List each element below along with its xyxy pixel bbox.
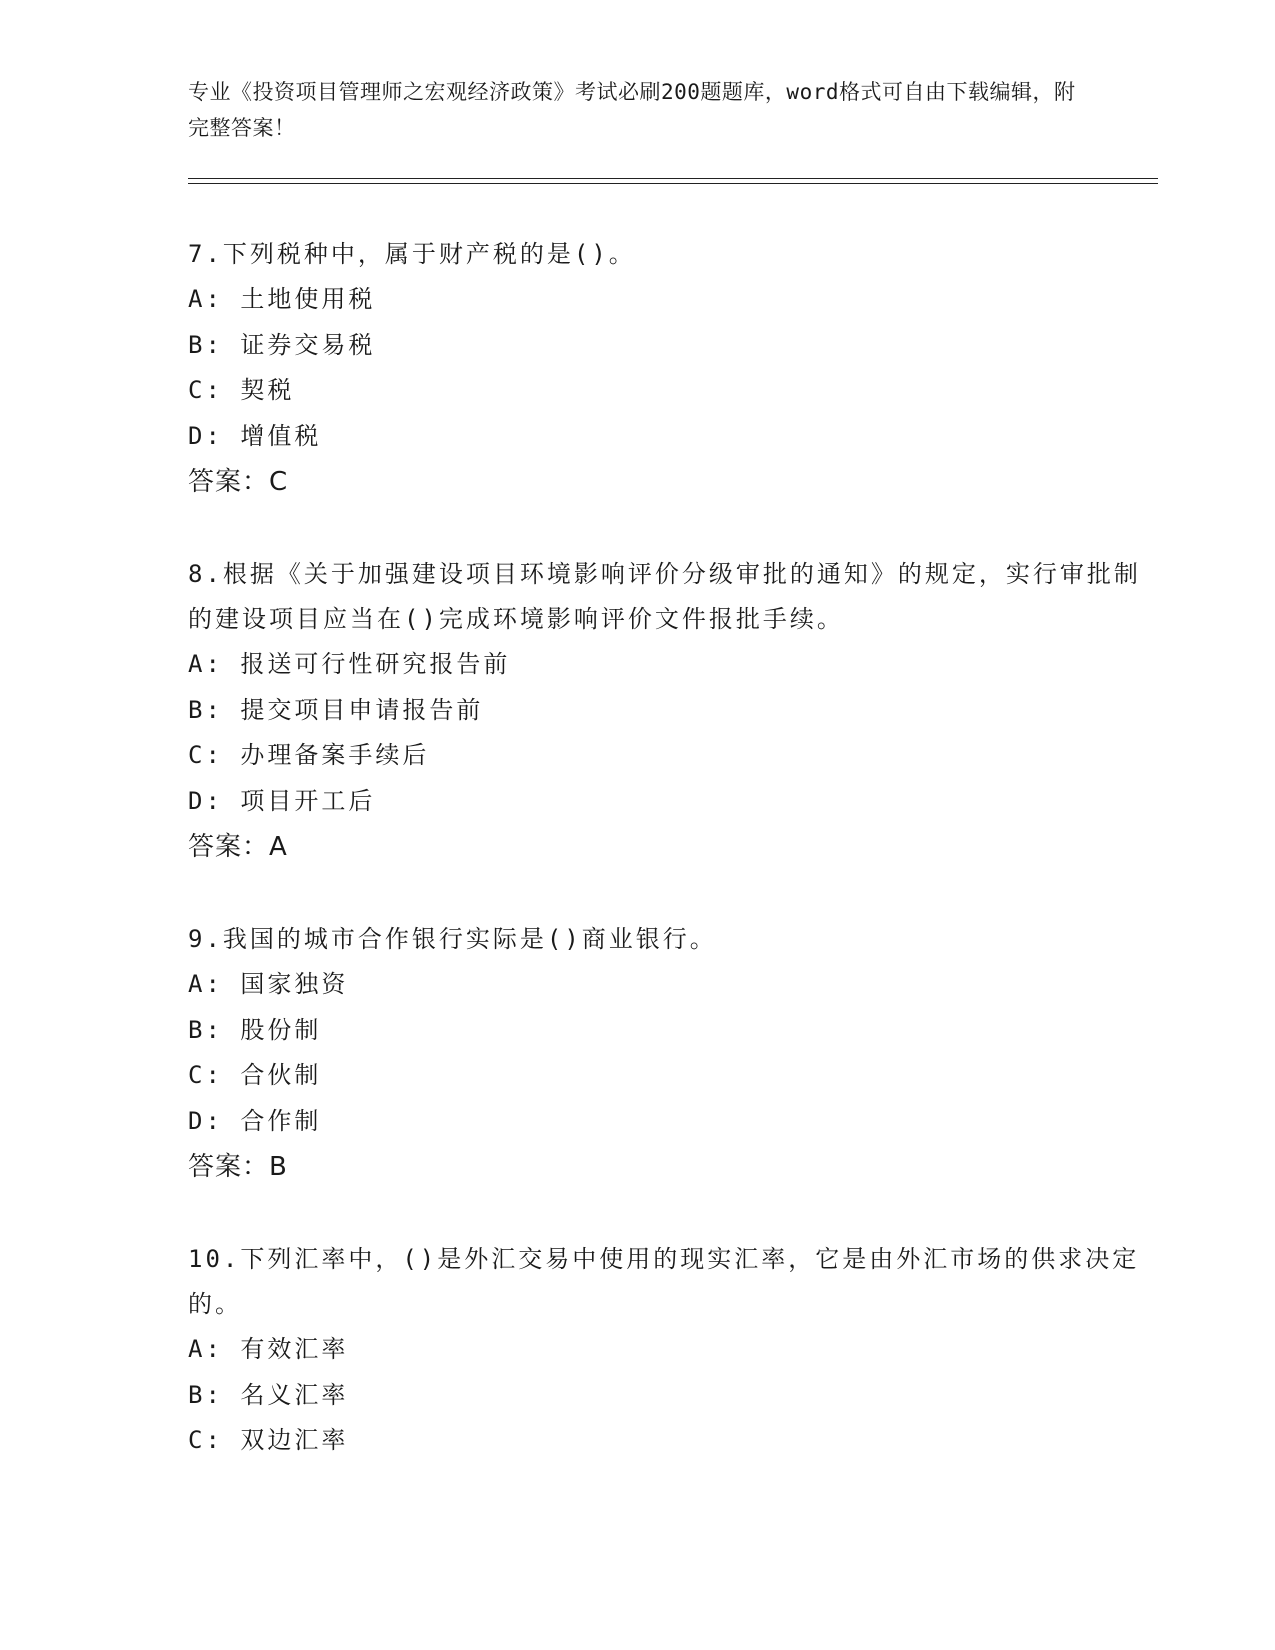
question-list	[188, 232, 1148, 1511]
question-10	[188, 1237, 1148, 1464]
question-stem: 10.下列汇率中，()是外汇交易中使用的现实汇率，它是由外汇市场的供求决定的。	[188, 1245, 1140, 1318]
option-a: A: 报送可行性研究报告前	[188, 650, 511, 678]
option-b: B: 证券交易税	[188, 330, 376, 359]
option-d: D: 增值税	[188, 421, 322, 450]
option-d: D: 合作制	[188, 1106, 322, 1135]
option-b: B: 提交项目申请报告前	[188, 695, 484, 724]
question-stem: 8.根据《关于加强建设项目环境影响评价分级审批的通知》的规定，实行审批制的建设项目应当在()完成环境影响评价文件报批手续。	[188, 560, 1141, 633]
option-c: C: 合伙制	[188, 1061, 322, 1089]
header-rule-bottom	[188, 183, 1158, 184]
question-stem: 9.我国的城市合作银行实际是()商业银行。	[188, 925, 717, 953]
option-d: D: 项目开工后	[188, 786, 376, 815]
answer: 答案：C	[188, 467, 289, 497]
answer: 答案：A	[188, 832, 288, 862]
option-c: C: 契税	[188, 376, 295, 404]
option-a: A: 土地使用税	[188, 285, 376, 313]
option-b: B: 股份制	[188, 1015, 322, 1044]
option-a: A: 有效汇率	[188, 1335, 349, 1363]
header-rule-top	[188, 178, 1158, 179]
document-header: 专业《投资项目管理师之宏观经济政策》考试必刷200题题库，word格式可自由下载编辑，附完整答案！	[188, 80, 1076, 140]
question-8	[188, 552, 1148, 870]
option-b: B: 名义汇率	[188, 1380, 349, 1409]
question-9	[188, 917, 1148, 1190]
answer: 答案：B	[188, 1152, 288, 1182]
option-c: C: 双边汇率	[188, 1426, 349, 1454]
option-a: A: 国家独资	[188, 970, 349, 998]
option-c: C: 办理备案手续后	[188, 741, 430, 769]
question-7	[188, 232, 1148, 505]
question-stem: 7.下列税种中，属于财产税的是()。	[188, 240, 636, 268]
